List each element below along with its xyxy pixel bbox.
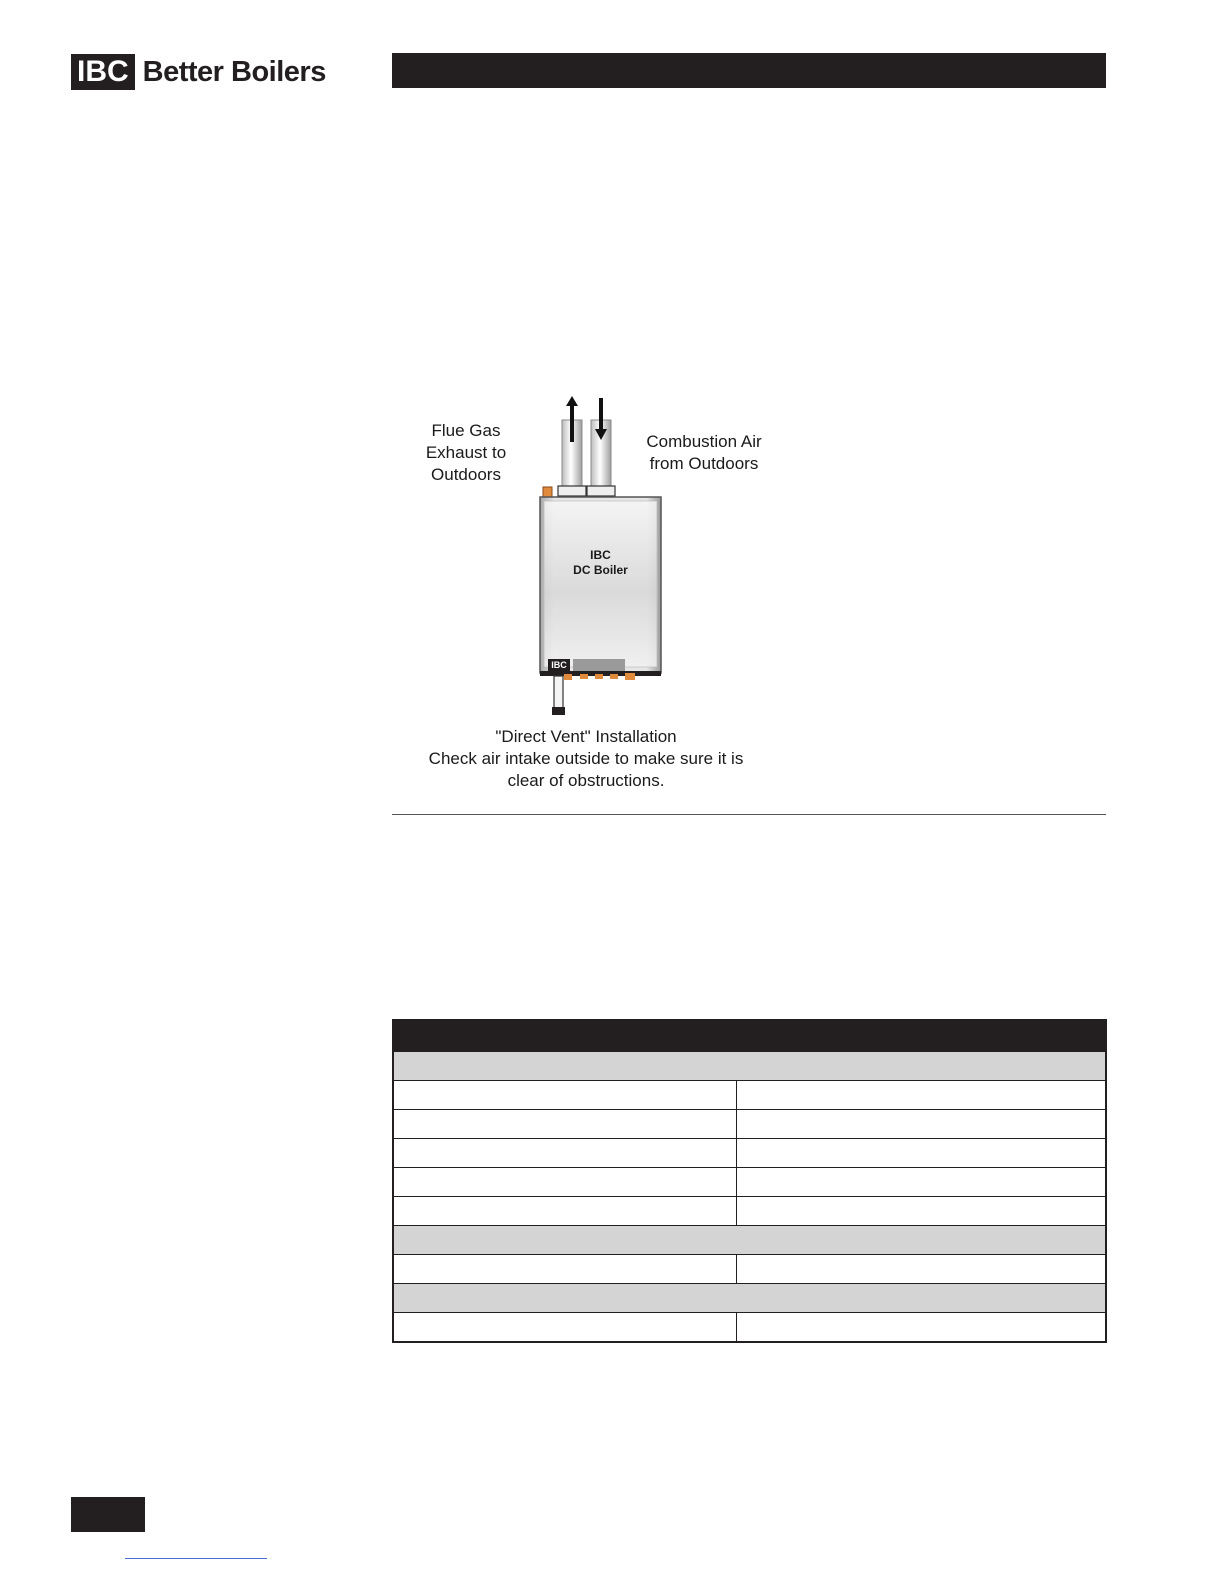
table-group-row [393,1226,1106,1255]
label-cell [393,1139,736,1168]
table-row [393,1168,1106,1197]
group-cell [393,1052,1106,1081]
label-cell [393,1313,736,1343]
label-cell [393,1081,736,1110]
table-body [393,1052,1106,1343]
header-bar [392,53,1106,88]
ibc-logo [71,54,326,90]
table-row [393,1110,1106,1139]
table-row [393,1255,1106,1284]
table-group-row [393,1284,1106,1313]
combustion-air-label [638,431,770,475]
value-cell [736,1255,1106,1284]
table-row [393,1197,1106,1226]
logo-text: Better Boilers [142,55,326,88]
group-cell [393,1226,1106,1255]
caption-line-2: Check air intake outside to make sure it is [428,749,744,768]
value-cell [736,1110,1106,1139]
direct-vent-figure [392,390,792,800]
flue-gas-label-line-2: Exhaust to [425,443,507,462]
flue-gas-label-line-3: Outdoors [431,465,501,484]
boiler-unit-label [540,548,661,578]
flue-gas-label-line-1: Flue Gas [431,421,501,440]
value-cell [736,1197,1106,1226]
label-cell [393,1255,736,1284]
value-cell [736,1139,1106,1168]
table-row [393,1313,1106,1343]
boiler-unit [540,497,661,715]
caption-line-1: "Direct Vent" Installation [495,727,677,746]
combustion-air-label-line-2: from Outdoors [649,454,759,473]
value-cell [736,1313,1106,1343]
table-row [393,1139,1106,1168]
table-header-row [393,1020,1106,1052]
flue-gas-label [410,420,522,486]
table-row [393,1081,1106,1110]
page-number-tab [71,1497,145,1532]
caption-line-3: clear of obstructions. [507,771,665,790]
figure-caption [392,726,780,792]
unit-badge: IBC [551,660,567,670]
value-cell [736,1081,1106,1110]
label-cell [393,1168,736,1197]
unit-label-line-1: IBC [590,548,611,562]
group-cell [393,1284,1106,1313]
table-header-cell [393,1020,1106,1052]
value-cell [736,1168,1106,1197]
footer-link[interactable] [125,1558,267,1559]
combustion-air-label-line-1: Combustion Air [646,432,762,451]
relief-fitting [543,487,552,497]
spec-table [392,1019,1107,1343]
label-cell [393,1197,736,1226]
section-divider [392,814,1106,815]
table-group-row [393,1052,1106,1081]
logo-mark: IBC [71,54,135,90]
label-cell [393,1110,736,1139]
unit-label-line-2: DC Boiler [573,563,628,577]
